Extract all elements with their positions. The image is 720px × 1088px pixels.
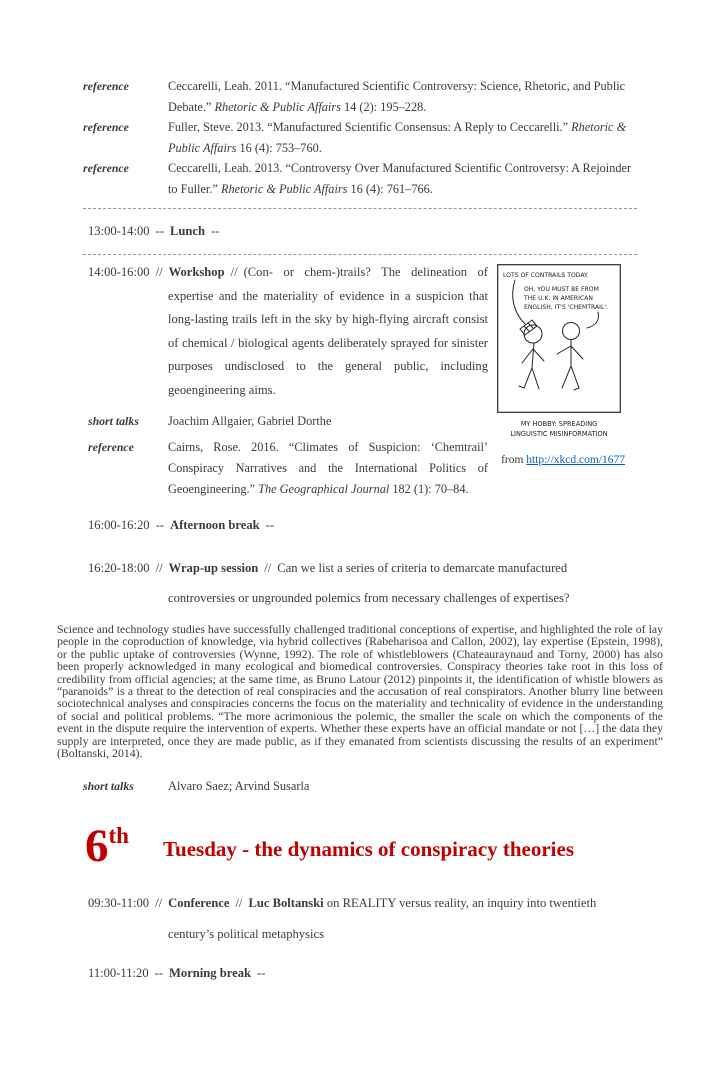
conference-row [88,888,637,950]
time-label: 09:30-11:00 [88,896,150,911]
morning-break-row [88,966,637,981]
source-prefix: from [501,454,527,466]
session-title: Morning break [169,966,252,981]
wrapup-row [88,553,637,613]
dash-separator: -- [265,518,275,532]
citation-pages: 16 (4): 761–766. [347,181,433,196]
dash-separator: -- [155,518,164,532]
references-block [83,76,637,199]
session-title: Afternoon break [169,518,260,532]
day-ordinal: th [108,823,129,849]
wrapup-paragraph [88,553,637,613]
comic-speech-2a: OH, YOU MUST BE FROM [524,286,599,293]
short-talks-row [88,411,488,432]
dashed-divider [83,208,637,209]
reference-citation [168,76,637,117]
stick-figure-left [519,320,544,389]
short-talks-names: Joachim Allgaier, Gabriel Dorthe [168,414,332,428]
dash-separator: -- [210,224,220,238]
conference-paragraph [88,888,637,950]
lunch-row [88,224,637,239]
dash-separator: -- [257,966,266,981]
workshop-section [88,261,650,500]
reference-citation [168,117,637,158]
abstract-paragraph: Science and technology studies have successfully challenged traditional conceptions of expertise, and highlighted the role of lay people in the coproduction of knowledge, via hybrid collectives (Rabeharisoa and Callon, 2002), lay expertise (Epstein, 1998), or the public uptake of controversies (Wynne, 1992). The role of whistleblowers (Chateauraynaud and Torny, 2000) has also been properly acknowledged in many ecological and biomedical controversies. Conspiracy theories take root in this loss of credibility from official agencies; at the same time, as Bruno Latour (2012) pinpoints it, the identification of whistle blowers as “paranoids” is a threat to the detection of real conspiracies and the accusation of real conspirators. Another blurry line between sociotechnical analyses and conspiracies concerns the focus on the materiality and technicality of evidence in the understanding of social and political problems. “The more acrimonious the polemic, the smaller the scale on which the components of the event in the dispute require the intervention of experts. Whether these experts have an official mandate or not […] the data they supply are interpreted, once they are made public, as if they emanated from scientists discussing the results of an experiment” (Boltanski, 2014). [57,622,663,761]
session-title: Conference [168,896,230,911]
citation-text: Ceccarelli, Leah. 2011. “Manufactured Scientific Controversy: Science, Rhetoric, and Public Debate.” [168,79,626,114]
time-label: 11:00-11:20 [88,966,149,981]
dashed-divider [83,254,637,255]
xkcd-comic [497,264,625,500]
session-description: (Con- or chem-)trails? The delineation of expertise and the materiality of evidence in a suspicion that long-lasting trails left in the sky by high-flying aircraft consist of chemical / biological agents deliberately sprayed for sinister purposes undisclosed to the general public, including geoengineering aims. [168,265,488,397]
short-talks-names: Alvaro Saez; Arvind Susarla [168,779,310,794]
xkcd-source [497,454,625,466]
journal-name: The Geographical Journal [258,482,390,496]
day-title: Tuesday - the dynamics of conspiracy theories [162,837,575,862]
slash-separator: // [230,265,238,279]
reference-entry [83,76,637,117]
reference-entry [83,117,637,158]
workshop-row [88,261,488,402]
citation-text: Cairns, Rose. 2016. “Climates of Suspicion: ‘Chemtrail’ Conspiracy Narratives and the International Politics of Geoengineering.” [168,440,488,496]
workshop-column [88,261,488,500]
time-label: 16:20-18:00 [88,561,150,575]
comic-speech-2c: ENGLISH, IT'S 'CHEMTRAIL'. [524,304,608,311]
speech-pointer-right [587,312,598,328]
comic-caption-2: LINGUISTIC MISINFORMATION [510,430,608,438]
day-number: 6 [85,820,109,873]
citation-pages: 14 (2): 195–228. [340,99,427,114]
slash-separator: // [155,896,163,911]
reference-label: reference [83,161,129,175]
session-title: Lunch [169,224,205,238]
reference-citation [168,437,488,500]
xkcd-comic-drawing [497,264,621,442]
citation-pages: 16 (4): 753–760. [236,140,322,155]
xkcd-link[interactable]: http://xkcd.com/1677 [526,454,625,466]
session-description: on REALITY versus reality, an inquiry into twentieth century’s political metaphysics [168,896,597,942]
dash-separator: -- [154,966,164,981]
reference-label: reference [88,440,134,454]
journal-name: Rhetoric & Public Affairs [220,181,348,196]
reference-label: reference [83,120,129,134]
reference-label: reference [83,79,129,93]
short-talks-label: short talks [88,414,139,428]
slash-separator: // [155,265,163,279]
stick-figure-right [557,323,583,391]
reference-citation [168,158,637,199]
comic-speech-1: LOTS OF CONTRAILS TODAY. [503,272,589,279]
citation-text: Ceccarelli, Leah. 2013. “Controversy Over Manufactured Scientific Controversy: A Rejoinder to Fuller.” [168,161,632,196]
journal-name: Rhetoric & Public Affairs [168,120,627,155]
slash-separator: // [155,561,163,575]
slash-separator: // [264,561,272,575]
citation-pages: 182 (1): 70–84. [389,482,469,496]
day-heading [85,820,637,873]
afternoon-break-row [88,518,637,533]
reference-entry [88,437,488,500]
session-title: Wrap-up session [168,561,259,575]
session-title: Workshop [168,265,225,279]
dash-separator: -- [155,224,164,238]
session-description: Can we list a series of criteria to demarcate manufactured controversies or ungrounded polemics from necessary challenges of expertises? [168,561,570,605]
slash-separator: // [235,896,243,911]
citation-text: Fuller, Steve. 2013. “Manufactured Scientific Consensus: A Reply to Ceccarelli.” [168,120,572,134]
short-talks-row [83,776,637,797]
time-label: 13:00-14:00 [88,224,150,238]
time-label: 14:00-16:00 [88,265,150,279]
comic-speech-2b: THE U.K. IN AMERICAN [524,295,593,302]
speaker-name: Luc Boltanski [248,896,324,911]
journal-name: Rhetoric & Public Affairs [214,99,341,114]
reference-entry [83,158,637,199]
short-talks-label: short talks [83,779,134,794]
time-label: 16:00-16:20 [88,518,150,532]
program-page [0,76,720,1088]
comic-caption-1: MY HOBBY: SPREADING [520,420,598,428]
